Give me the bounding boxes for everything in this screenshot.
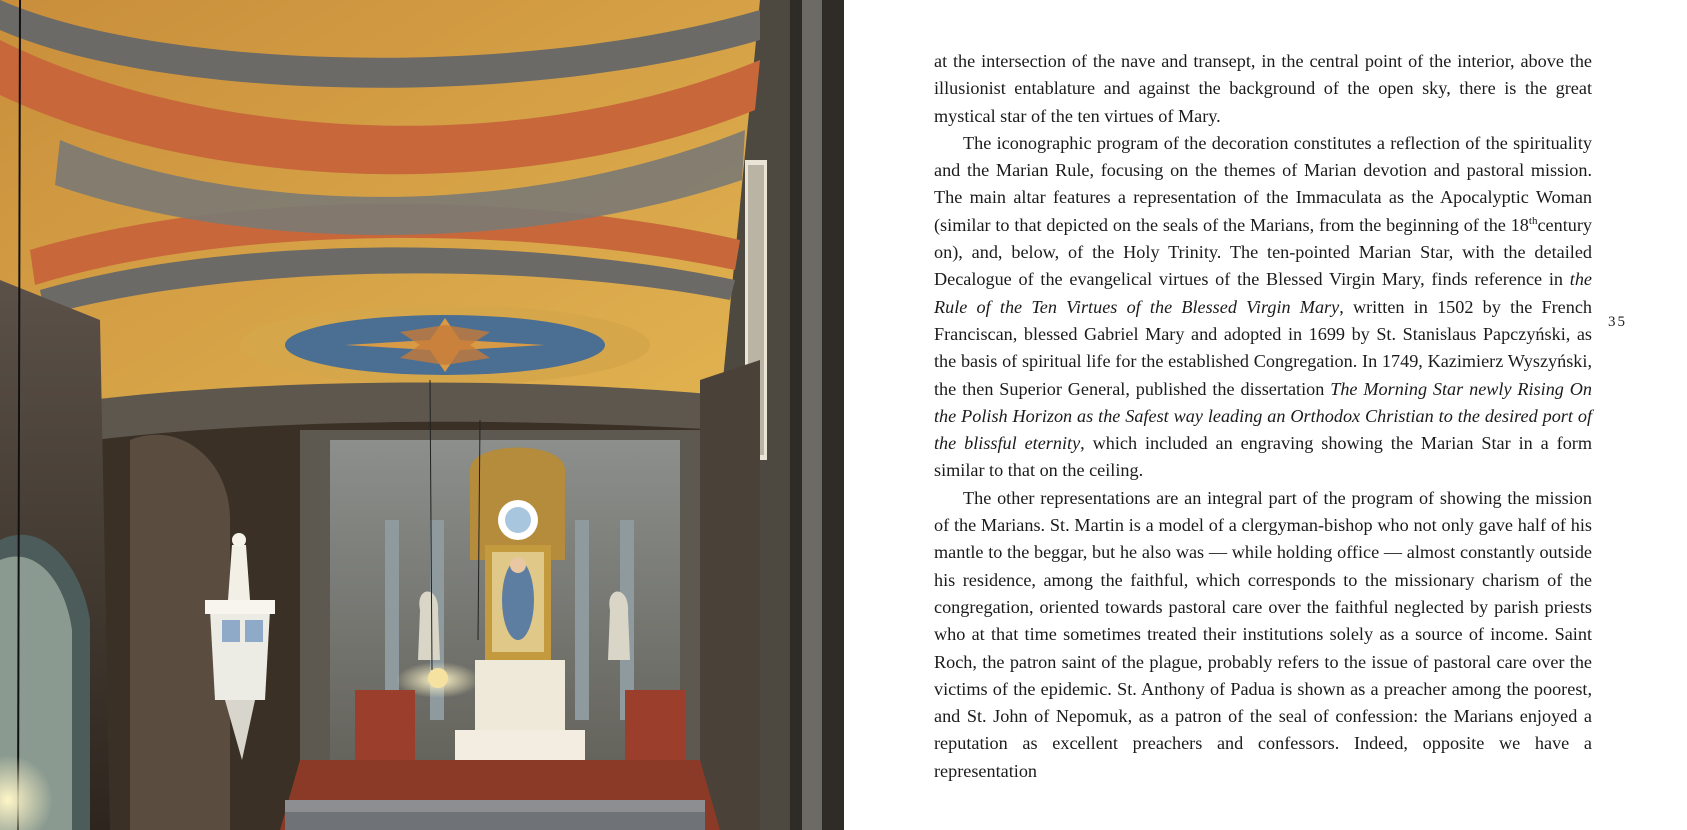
dissertation-title-italic: The Morning Star newly Rising On the Polish Horizon as the Safest way leading an Orthodox Christian to the desired port of the blissful eternity	[934, 378, 1592, 454]
paragraph-2-part-2: century on), and, below, of the Holy Trinity. The ten-pointed Marian Star, with the detailed Decalogue of the evangelical virtues of the Blessed Virgin Mary, finds reference in	[934, 214, 1592, 290]
paragraph-3	[934, 485, 1592, 785]
rule-title-italic: the Rule of the Ten Virtues of the Blessed Virgin Mary	[934, 269, 1592, 317]
text-page	[934, 48, 1592, 785]
paragraph-2-part-3: , written in 1502 by the French Franciscan, blessed Gabriel Mary and adopted in 1699 by St. Stanislaus Papczyński, as the basis of spiritual life for the established Congregation. In 1749, Kazimierz Wyszyński, the then Superior General, published the dissertation	[934, 296, 1593, 399]
paragraph-2-part-1: The iconographic program of the decoration constitutes a reflection of the spirituality and the Marian Rule, focusing on the themes of Marian devotion and pastoral mission. The main altar features a representation of the Immaculata as the Apocalyptic Woman (similar to that depicted on the seals of the Marians, from the beginning of the 18	[934, 132, 1592, 235]
ordinal-suffix: th	[1528, 214, 1538, 227]
paragraph-1	[934, 48, 1592, 130]
paragraph-1-text: at the intersection of the nave and transept, in the central point of the interior, above the illusionist entablature and against the background of the open sky, there is the great mystical star of the ten virtues of Mary.	[934, 51, 1592, 126]
paragraph-3-text: The other representations are an integral part of the program of showing the mission of the Marians. St. Martin is a model of a clergyman-bishop who not only gave half of his mantle to the beggar, but he also was — while holding office — almost constantly outside his residence, among the faithful, which corresponds to the missionary charism of the congregation, oriented towards pastoral care over the faithful neglected by parish priests who at that time sometimes treated their institutions solely as a source of income. Saint Roch, the patron saint of the plague, probably refers to the issue of pastoral care over the victims of the epidemic. St. Anthony of Padua is shown as a preacher among the poorest, and St. John of Nepomuk, as a patron of the seal of confession: the Marians enjoyed a reputation as excellent preachers and confessors. Indeed, opposite we have a representation	[934, 487, 1592, 781]
paragraph-2-part-4: , which included an engraving showing the Marian Star in a form similar to that on the ceiling.	[934, 433, 1592, 481]
paragraph-2	[934, 130, 1592, 485]
page-number: 35	[1608, 314, 1627, 330]
